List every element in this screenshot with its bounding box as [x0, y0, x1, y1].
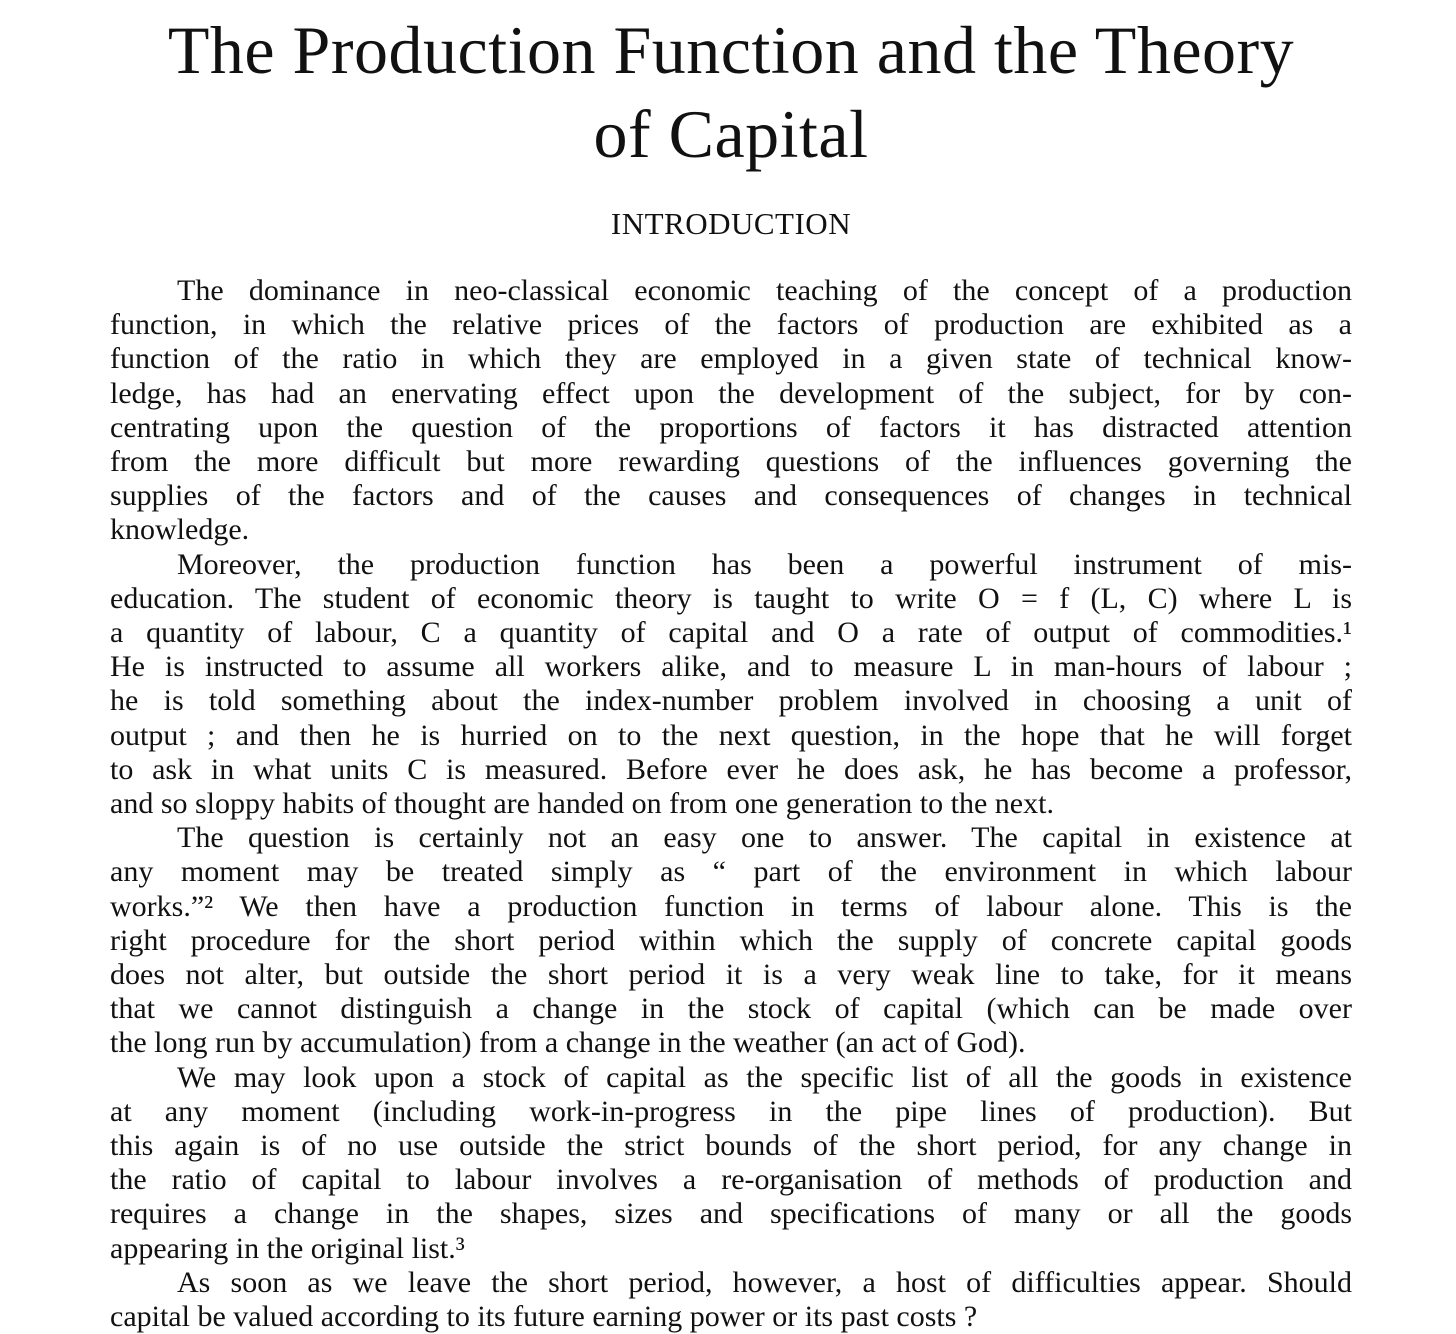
text-line: a quantity of labour, C a quantity of capital and O a rate of output of commodities.¹ — [110, 616, 1352, 650]
article-body — [110, 274, 1352, 1334]
text-line: that we cannot distinguish a change in the stock of capital (which can be made over — [110, 992, 1352, 1026]
paragraph-5 — [110, 1266, 1352, 1334]
text-line: this again is of no use outside the strict bounds of the short period, for any change in — [110, 1129, 1352, 1163]
section-heading: INTRODUCTION — [610, 206, 852, 241]
article-page — [110, 0, 1352, 1334]
text-line: appearing in the original list.³ — [110, 1231, 465, 1265]
text-line: Moreover, the production function has been a powerful instrument of mis- — [177, 547, 1352, 581]
text-line: at any moment (including work-in-progress in the pipe lines of production). But — [110, 1094, 1352, 1128]
text-line: does not alter, but outside the short period it is a very weak line to take, for it means — [110, 958, 1352, 992]
text-line: centrating upon the question of the proportions of factors it has distracted attention — [110, 410, 1352, 444]
text-line: he is told something about the index-number problem involved in choosing a unit of — [110, 684, 1352, 718]
title-line-2: of Capital — [593, 96, 869, 172]
text-line: As soon as we leave the short period, however, a host of difficulties appear. Should — [177, 1265, 1352, 1299]
text-line: right procedure for the short period within which the supply of concrete capital goods — [110, 923, 1352, 957]
paragraph-4 — [110, 1061, 1352, 1266]
title-line-1: The Production Function and the Theory — [167, 12, 1295, 88]
text-line: output ; and then he is hurried on to the next question, in the hope that he will forget — [110, 718, 1352, 752]
text-line: capital be valued according to its future earning power or its past costs ? — [110, 1300, 978, 1334]
text-line: from the more difficult but more rewarding questions of the influences governing the — [110, 445, 1352, 479]
text-line: and so sloppy habits of thought are handed on from one generation to the next. — [110, 787, 1054, 821]
text-line: The dominance in neo-classical economic teaching of the concept of a production — [177, 274, 1352, 307]
text-line: education. The student of economic theory is taught to write O = f (L, C) where L is — [110, 581, 1352, 615]
text-line: works.”² We then have a production function in terms of labour alone. This is the — [110, 889, 1352, 923]
text-line: any moment may be treated simply as “ part of the environment in which labour — [110, 855, 1352, 889]
text-line: the long run by accumulation) from a change in the weather (an act of God). — [110, 1026, 1026, 1060]
paragraph-3 — [110, 821, 1352, 1060]
paragraph-1 — [110, 274, 1352, 548]
text-line: to ask in what units C is measured. Before ever he does ask, he has become a professor, — [110, 752, 1352, 786]
text-line: The question is certainly not an easy one to answer. The capital in existence at — [177, 821, 1352, 855]
text-line: supplies of the factors and of the causes and consequences of changes in technical — [110, 479, 1352, 513]
text-line: function, in which the relative prices of the factors of production are exhibited as a — [110, 308, 1352, 342]
text-line: knowledge. — [110, 513, 250, 547]
text-line: the ratio of capital to labour involves a re-organisation of methods of production and — [110, 1163, 1352, 1197]
text-line: ledge, has had an enervating effect upon the development of the subject, for by con- — [110, 376, 1352, 410]
text-line: We may look upon a stock of capital as the specific list of all the goods in existence — [177, 1060, 1352, 1094]
text-line: requires a change in the shapes, sizes and specifications of many or all the goods — [110, 1197, 1352, 1231]
paragraph-2 — [110, 548, 1352, 822]
text-line: function of the ratio in which they are employed in a given state of technical know- — [110, 342, 1352, 376]
article-title — [110, 0, 1352, 176]
text-line: He is instructed to assume all workers alike, and to measure L in man-hours of labour ; — [110, 650, 1352, 684]
